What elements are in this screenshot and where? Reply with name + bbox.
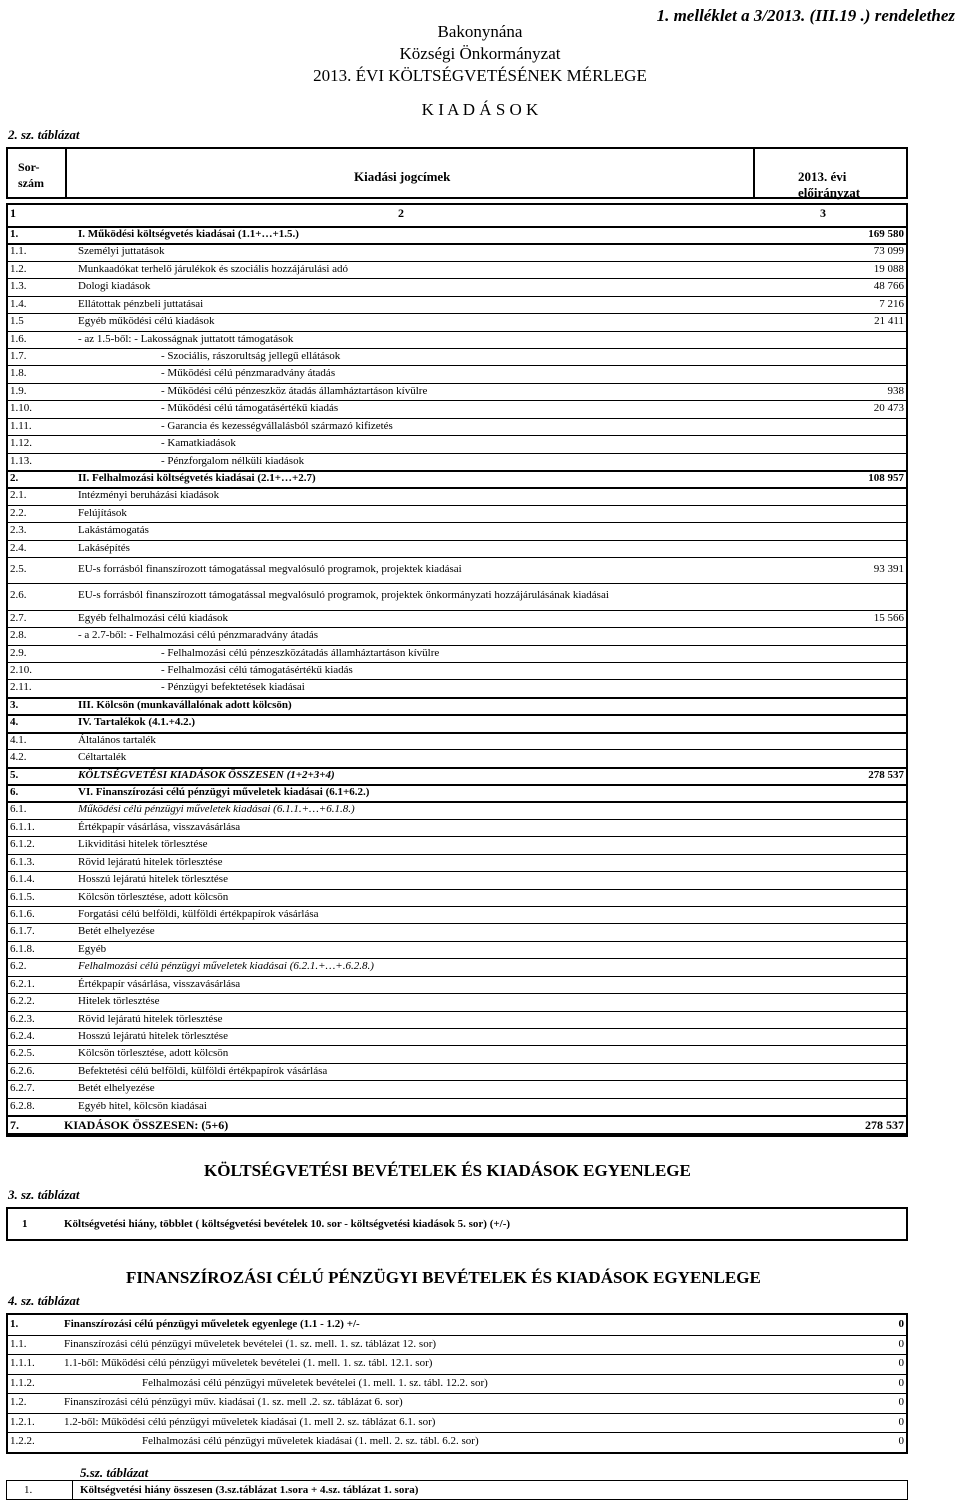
row-label: III. Kölcsön (munkavállalónak adott kölcsön) — [78, 698, 292, 711]
row-label: 1.1-ből: Működési célú pénzügyi műveletek bevételei (1. mell. 1. sz. tábl. 12.1. sor) — [64, 1357, 433, 1369]
row-label: Hitelek törlesztése — [78, 995, 160, 1008]
row-label: - Felhalmozási célú pénzeszközátadás államháztartáson kívülre — [161, 646, 440, 659]
row-label: Költségvetési hiány, többlet ( költségvetési bevételek 10. sor - költségvetési kiadások 5. sor) (+/-) — [64, 1218, 511, 1230]
row-number: 2.7. — [10, 611, 27, 624]
row-number: 6.2.7. — [10, 1082, 35, 1095]
col-number-2: 2 — [398, 206, 404, 220]
row-number: 6.1.5. — [10, 890, 35, 903]
row-number: 1. — [10, 1318, 19, 1330]
col-number-1: 1 — [10, 206, 16, 220]
municipality-name: Bakonynána — [437, 22, 523, 41]
row-number: 1.2.1. — [10, 1415, 35, 1428]
row-number: 6.1.8. — [10, 942, 35, 955]
row-label: Hosszú lejáratú hitelek törlesztése — [78, 1030, 228, 1043]
row-number: 1.7. — [10, 350, 27, 363]
row-amount: 0 — [898, 1357, 904, 1369]
row-number: 1.11. — [10, 419, 32, 432]
row-number: 1.1.1. — [10, 1357, 35, 1369]
row-label: - a 2.7-ből: - Felhalmozási célú pénzmaradvány átadás — [78, 629, 319, 642]
row-label: Általános tartalék — [78, 733, 156, 746]
section4-title: FINANSZÍROZÁSI CÉLÚ PÉNZÜGYI BEVÉTELEK ÉS KIADÁSOK EGYENLEGE — [126, 1268, 761, 1287]
row-amount: 0 — [898, 1396, 904, 1408]
row-label: Lakásépítés — [78, 541, 130, 554]
row-amount: 108 957 — [868, 472, 904, 485]
row-label: - Felhalmozási célú támogatásértékű kiadás — [161, 663, 353, 676]
row-number: 1.12. — [10, 437, 32, 450]
row-label: Kölcsön törlesztése, adott kölcsön — [78, 890, 229, 903]
row-number: 1.5 — [10, 315, 24, 328]
row-label: Értékpapír vásárlása, visszavásárlása — [78, 977, 241, 990]
row-number: 6.1.7. — [10, 925, 35, 938]
row-number: 6.1. — [10, 803, 27, 816]
row-label: - Garancia és kezességvállalásból származó kifizetés — [161, 419, 393, 432]
row-label: Munkaadókat terhelő járulékok és szociális hozzájárulási adó — [78, 262, 349, 275]
row-label: Felhalmozási célú pénzügyi műveletek kiadásai (1. mell. 2. sz. tábl. 6.2. sor) — [142, 1435, 479, 1447]
row-number: 1. — [24, 1484, 33, 1496]
row-number: 1.13. — [10, 454, 32, 467]
row-label: - Kamatkiadások — [161, 437, 236, 450]
row-amount: 0 — [898, 1376, 904, 1389]
row-label: Egyéb működési célú kiadások — [78, 315, 215, 328]
row-label: KIADÁSOK ÖSSZESEN: (5+6) — [64, 1118, 229, 1133]
row-label: Egyéb felhalmozási célú kiadások — [78, 611, 228, 624]
row-number: 2.4. — [10, 541, 27, 554]
row-label: Dologi kiadások — [78, 280, 151, 293]
row-number: 1.1. — [10, 1337, 27, 1350]
row-number: 2.9. — [10, 646, 27, 659]
row-amount: 0 — [898, 1318, 904, 1330]
row-label: IV. Tartalékok (4.1.+4.2.) — [78, 716, 195, 729]
document-title: 2013. ÉVI KÖLTSÉGVETÉSÉNEK MÉRLEGE — [313, 66, 647, 85]
row-number: 6.1.6. — [10, 908, 35, 921]
row-number: 6.2.1. — [10, 977, 35, 990]
document-subtitle: K I A D Á S O K — [421, 100, 539, 119]
row-number: 4.2. — [10, 751, 27, 764]
row-number: 7. — [10, 1118, 19, 1133]
row-label: KÖLTSÉGVETÉSI KIADÁSOK ÖSSZESEN (1+2+3+4) — [78, 768, 335, 781]
row-number: 4. — [10, 716, 19, 729]
row-number: 6.1.4. — [10, 873, 35, 886]
row-label: II. Felhalmozási költségvetés kiadásai (2.1+…+2.7) — [78, 472, 316, 485]
row-amount: 7 216 — [879, 297, 904, 310]
row-number: 1.2. — [10, 262, 27, 275]
row-number: 1.2. — [10, 1396, 27, 1408]
row-label: Felújítások — [78, 506, 127, 519]
row-label: Felhalmozási célú pénzügyi műveletek bevételei (1. mell. 1. sz. tábl. 12.2. sor) — [142, 1376, 488, 1389]
col-header-amount: 2013. évi előirányzat — [798, 169, 861, 200]
row-number: 1.3. — [10, 280, 27, 293]
row-number: 6.2.4. — [10, 1030, 35, 1043]
row-label: Befektetési célú belföldi, külföldi értékpapírok vásárlása — [78, 1064, 328, 1077]
row-label: Felhalmozási célú pénzügyi műveletek kiadásai (6.2.1.+…+.6.2.8.) — [78, 960, 374, 973]
row-label: Lakástámogatás — [78, 524, 149, 537]
row-number: 1.10. — [10, 402, 32, 415]
annex-reference: 1. melléklet a 3/2013. (III.19 .) rendelethez — [656, 6, 955, 25]
row-label: Betét elhelyezése — [78, 1082, 155, 1095]
table-label-2: 2. sz. táblázat — [8, 127, 80, 142]
row-number: 1.9. — [10, 384, 27, 397]
row-label: Rövid lejáratú hitelek törlesztése — [78, 1012, 223, 1025]
row-label: 1.2-ből: Működési célú pénzügyi műveletek kiadásai (1. mell 2. sz. táblázat 6.1. sor) — [64, 1415, 436, 1428]
column-header — [6, 147, 908, 199]
row-number: 6.1.1. — [10, 820, 35, 833]
row-label: - Szociális, rászorultság jellegű ellátások — [161, 350, 341, 363]
row-number: 1.1. — [10, 245, 27, 258]
row-label: I. Működési költségvetés kiadásai (1.1+…+1.5.) — [78, 228, 299, 240]
row-label: Értékpapír vásárlása, visszavásárlása — [78, 820, 241, 833]
table-label-3: 3. sz. táblázat — [8, 1187, 80, 1202]
row-number: 3. — [10, 698, 19, 711]
row-label: Ellátottak pénzbeli juttatásai — [78, 297, 204, 310]
row-number: 4.1. — [10, 733, 27, 746]
row-number: 6.2.8. — [10, 1099, 35, 1112]
section3-title: KÖLTSÉGVETÉSI BEVÉTELEK ÉS KIADÁSOK EGYENLEGE — [204, 1161, 691, 1180]
municipality-type: Községi Önkormányzat — [399, 44, 561, 63]
row-number: 6.2. — [10, 960, 27, 973]
row-amount: 15 566 — [873, 611, 904, 624]
table-label-4: 4. sz. táblázat — [8, 1293, 80, 1308]
row-number: 2.3. — [10, 524, 27, 537]
row-number: 1.1.2. — [10, 1376, 35, 1389]
row-label: Likviditási hitelek törlesztése — [78, 838, 208, 851]
row-label: - Pénzügyi befektetések kiadásai — [161, 681, 305, 694]
col-header-no: Sor- szám — [18, 160, 44, 190]
row-amount: 20 473 — [873, 402, 904, 415]
row-label: Finanszírozási célú pénzügyi műveletek egyenlege (1.1 - 1.2) +/- — [64, 1318, 360, 1330]
row-amount: 0 — [898, 1337, 904, 1350]
row-number: 6.2.3. — [10, 1012, 35, 1025]
row-number: 1.2.2. — [10, 1435, 35, 1447]
row-label: Egyéb hitel, kölcsön kiadásai — [78, 1099, 207, 1112]
row-label: - Pénzforgalom nélküli kiadások — [161, 454, 305, 467]
row-label: Finanszírozási célú pénzügyi műveletek bevételei (1. sz. mell. 1. sz. táblázat 12. sor) — [64, 1337, 437, 1350]
row-amount: 93 391 — [873, 563, 904, 576]
row-amount: 0 — [898, 1435, 904, 1447]
row-number: 2.5. — [10, 563, 27, 576]
row-amount: 48 766 — [873, 280, 904, 293]
row-label: Személyi juttatások — [78, 245, 165, 258]
row-label: EU-s forrásból finanszírozott támogatással megvalósuló programok, projektek kiadásai — [78, 563, 462, 576]
row-label: Finanszírozási célú pénzügyi műv. kiadásai (1. sz. mell .2. sz. táblázat 6. sor) — [64, 1396, 403, 1408]
row-label: - Működési célú támogatásértékű kiadás — [161, 402, 339, 415]
row-number: 6.2.6. — [10, 1064, 35, 1077]
row-label: - az 1.5-ből: - Lakosságnak juttatott támogatások — [78, 332, 294, 345]
row-number: 1 — [22, 1218, 28, 1230]
row-number: 2.1. — [10, 489, 27, 502]
row-number: 1.6. — [10, 332, 27, 345]
row-number: 1.8. — [10, 367, 27, 380]
row-label: Működési célú pénzügyi műveletek kiadásai (6.1.1.+…+6.1.8.) — [78, 803, 355, 816]
col-header-title: Kiadási jogcímek — [354, 169, 451, 184]
row-label: - Működési célú pénzmaradvány átadás — [161, 367, 336, 380]
table-label-5: 5.sz. táblázat — [80, 1465, 149, 1480]
row-number: 2.10. — [10, 663, 32, 676]
row-number: 2. — [10, 472, 19, 485]
row-label: - Működési célú pénzeszköz átadás államháztartáson kívülre — [161, 384, 428, 397]
row-amount: 21 411 — [874, 315, 904, 328]
row-amount: 0 — [898, 1415, 904, 1428]
row-label: Hosszú lejáratú hitelek törlesztése — [78, 873, 228, 886]
row-label: Céltartalék — [78, 751, 127, 764]
row-number: 2.6. — [10, 589, 27, 602]
row-label: Rövid lejáratú hitelek törlesztése — [78, 855, 223, 868]
row-number: 2.8. — [10, 629, 27, 642]
row-number: 1. — [10, 228, 19, 240]
row-label: EU-s forrásból finanszírozott támogatással megvalósuló programok, projektek önkormányzati hozzájárulásának kiadásai — [78, 589, 609, 602]
row-number: 6.2.2. — [10, 995, 35, 1008]
row-number: 1.4. — [10, 297, 27, 310]
row-number: 2.2. — [10, 506, 27, 519]
row-label: Egyéb — [78, 942, 107, 955]
row-number: 6.1.2. — [10, 838, 35, 851]
row-label: Betét elhelyezése — [78, 925, 155, 938]
row-amount: 73 099 — [873, 245, 904, 258]
row-label: Intézményi beruházási kiadások — [78, 489, 220, 502]
row-label: Költségvetési hiány összesen (3.sz.táblázat 1.sora + 4.sz. táblázat 1. sora) — [80, 1484, 419, 1496]
row-label: VI. Finanszírozási célú pénzügyi műveletek kiadásai (6.1+6.2.) — [78, 785, 370, 798]
row-label: Kölcsön törlesztése, adott kölcsön — [78, 1047, 229, 1060]
row-amount: 278 537 — [865, 1118, 904, 1133]
row-amount: 169 580 — [868, 228, 904, 240]
row-amount: 278 537 — [868, 768, 904, 781]
col-number-3: 3 — [820, 206, 826, 220]
row-number: 5. — [10, 768, 19, 781]
row-number: 6. — [10, 785, 19, 798]
row-amount: 938 — [887, 384, 904, 397]
row-number: 6.2.5. — [10, 1047, 35, 1060]
row-number: 6.1.3. — [10, 855, 35, 868]
row-amount: 19 088 — [873, 262, 904, 275]
row-number: 2.11. — [10, 681, 32, 694]
row-label: Forgatási célú belföldi, külföldi értékpapírok vásárlása — [78, 908, 319, 921]
